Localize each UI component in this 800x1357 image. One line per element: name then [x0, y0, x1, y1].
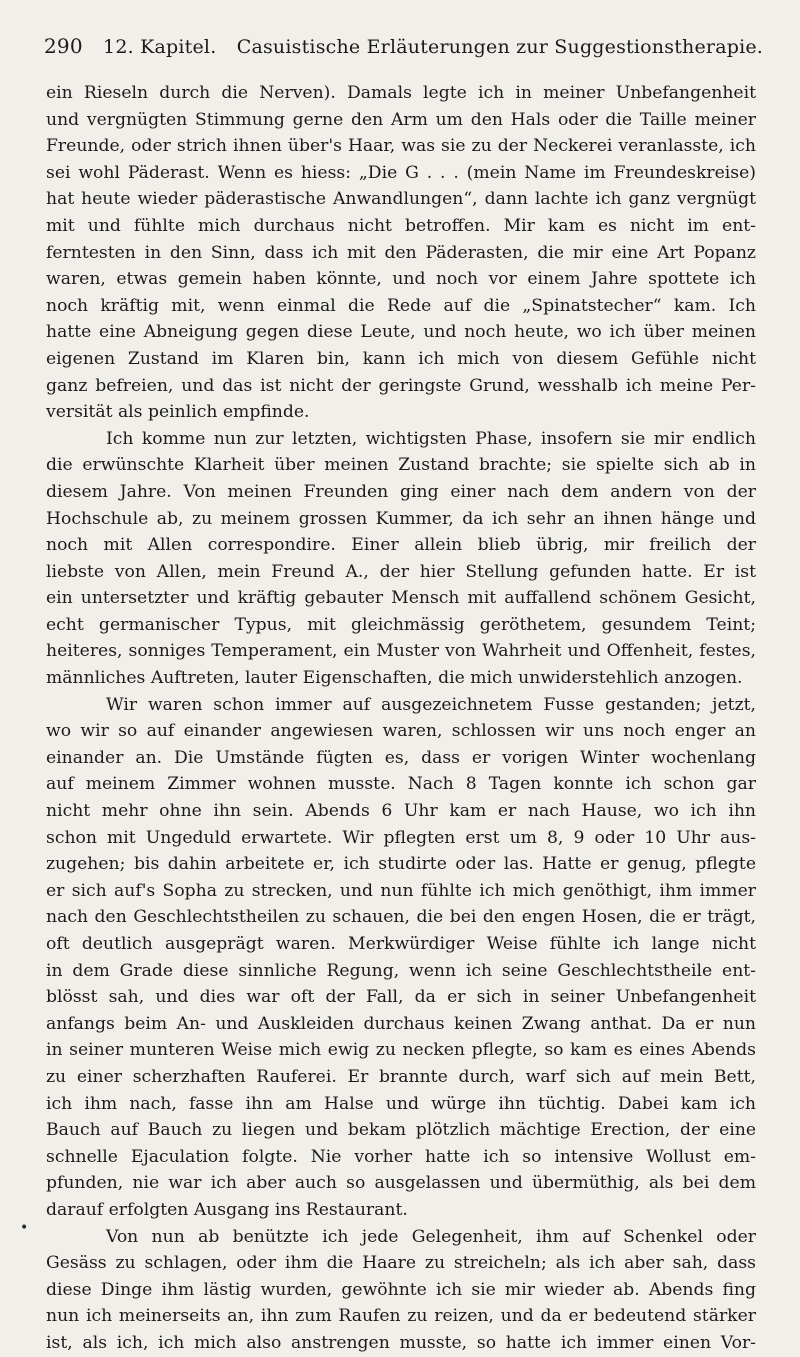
text-line: nun ich meinerseits an, ihn zum Raufen zu reizen, und da er bedeutend stärker	[46, 1306, 756, 1327]
text-line: schnelle Ejaculation folgte. Nie vorher hatte ich so intensive Wollust em-	[46, 1146, 756, 1167]
text-line: zu einer scherzhaften Rauferei. Er brannte durch, warf sich auf mein Bett,	[46, 1066, 756, 1087]
text-line: heiteres, sonniges Temperament, ein Muster von Wahrheit und Offenheit, festes,	[46, 641, 756, 662]
text-line: oft deutlich ausgeprägt waren. Merkwürdiger Weise fühlte ich lange nicht	[46, 934, 756, 954]
text-line: Freunde, oder strich ihnen über's Haar, was sie zu der Neckerei veranlasste, ich	[46, 136, 756, 157]
text-line: anfangs beim An- und Auskleiden durchaus keinen Zwang anthat. Da er nun	[46, 1013, 756, 1034]
text-line: echt germanischer Typus, mit gleichmässig geröthetem, gesundem Teint;	[46, 614, 756, 635]
text-line: Ich komme nun zur letzten, wichtigsten Phase, insofern sie mir endlich	[106, 428, 756, 449]
text-line: Hochschule ab, zu meinem grossen Kummer, da ich sehr an ihnen hänge und	[46, 508, 756, 529]
text-line: diese Dinge ihm lästig wurden, gewöhnte ich sie mir wieder ab. Abends fing	[46, 1279, 756, 1300]
text-line: pfunden, nie war ich aber auch so ausgelassen und übermüthig, als bei dem	[46, 1173, 756, 1194]
text-line: Von nun ab benützte ich jede Gelegenheit, ihm auf Schenkel oder	[106, 1226, 756, 1247]
text-line: Wir waren schon immer auf ausgezeichnetem Fusse gestanden; jetzt,	[106, 694, 756, 715]
text-line: und vergnügten Stimmung gerne den Arm um den Hals oder die Taille meiner	[46, 109, 756, 130]
text-line: versität als peinlich empfinde.	[46, 402, 310, 423]
running-title: Casuistische Erläuterungen zur Suggestionstherapie.	[236, 36, 764, 58]
margin-mark: •	[20, 1220, 29, 1236]
text-line: in seiner munteren Weise mich ewig zu necken pflegte, so kam es eines Abends	[46, 1040, 756, 1061]
text-line: liebste von Allen, mein Freund A., der hier Stellung gefunden hatte. Er ist	[46, 561, 756, 582]
text-line: die erwünschte Klarheit über meinen Zustand brachte; sie spielte sich ab in	[46, 455, 756, 476]
chapter-label: 12. Kapitel.	[103, 36, 217, 58]
text-line: blösst sah, und dies war oft der Fall, da er sich in seiner Unbefangenheit	[46, 987, 756, 1008]
page-number: 290	[44, 34, 83, 58]
running-header	[44, 34, 764, 62]
text-line: ist, als ich, ich mich also anstrengen musste, so hatte ich immer einen Vor-	[46, 1332, 756, 1353]
text-line: zugehen; bis dahin arbeitete er, ich studirte oder las. Hatte er genug, pflegte	[46, 854, 756, 875]
text-line: wo wir so auf einander angewiesen waren, schlossen wir uns noch enger an	[46, 721, 756, 742]
text-line: ich ihm nach, fasse ihn am Halse und würge ihn tüchtig. Dabei kam ich	[46, 1093, 756, 1114]
text-line: in dem Grade diese sinnliche Regung, wenn ich seine Geschlechtstheile ent-	[46, 960, 756, 981]
text-line: ein Rieseln durch die Nerven). Damals legte ich in meiner Unbefangenheit	[46, 83, 756, 103]
text-line: darauf erfolgten Ausgang ins Restaurant.	[46, 1199, 408, 1220]
text-line: ein untersetzter und kräftig gebauter Mensch mit auffallend schönem Gesicht,	[46, 588, 756, 609]
text-line: Bauch auf Bauch zu liegen und bekam plötzlich mächtige Erection, der eine	[46, 1120, 756, 1141]
text-line: ganz befreien, und das ist nicht der geringste Grund, wesshalb ich meine Per-	[46, 375, 756, 396]
text-line: ferntesten in den Sinn, dass ich mit den Päderasten, die mir eine Art Popanz	[46, 242, 756, 263]
text-line: nicht mehr ohne ihn sein. Abends 6 Uhr kam er nach Hause, wo ich ihn	[46, 801, 756, 822]
text-line: nach den Geschlechtstheilen zu schauen, die bei den engen Hosen, die er trägt,	[46, 907, 756, 928]
text-line: noch kräftig mit, wenn einmal die Rede auf die „Spinatstecher“ kam. Ich	[46, 295, 756, 316]
text-line: eigenen Zustand im Klaren bin, kann ich mich von diesem Gefühle nicht	[46, 348, 756, 369]
text-line: schon mit Ungeduld erwartete. Wir pflegten erst um 8, 9 oder 10 Uhr aus-	[46, 827, 756, 848]
text-line: er sich auf's Sopha zu strecken, und nun fühlte ich mich genöthigt, ihm immer	[46, 880, 756, 901]
text-line: diesem Jahre. Von meinen Freunden ging einer nach dem andern von der	[46, 481, 756, 502]
text-line: noch mit Allen correspondire. Einer allein blieb übrig, mir freilich der	[46, 535, 756, 556]
text-line: Gesäss zu schlagen, oder ihm die Haare zu streicheln; als ich aber sah, dass	[46, 1253, 756, 1274]
body-text	[46, 80, 756, 1357]
text-line: einander an. Die Umstände fügten es, dass er vorigen Winter wochenlang	[46, 747, 756, 768]
text-line: waren, etwas gemein haben könnte, und noch vor einem Jahre spottete ich	[46, 269, 756, 290]
text-line: sei wohl Päderast. Wenn es hiess: „Die G . . . (mein Name im Freundeskreise)	[46, 162, 756, 183]
text-line: männliches Auftreten, lauter Eigenschaften, die mich unwiderstehlich anzogen.	[46, 668, 743, 689]
text-line: auf meinem Zimmer wohnen musste. Nach 8 Tagen konnte ich schon gar	[46, 774, 756, 795]
text-line: hatte eine Abneigung gegen diese Leute, und noch heute, wo ich über meinen	[46, 322, 756, 343]
text-line: hat heute wieder päderastische Anwandlungen“, dann lachte ich ganz vergnügt	[46, 189, 756, 210]
text-line: mit und fühlte mich durchaus nicht betroffen. Mir kam es nicht im ent-	[46, 215, 756, 236]
